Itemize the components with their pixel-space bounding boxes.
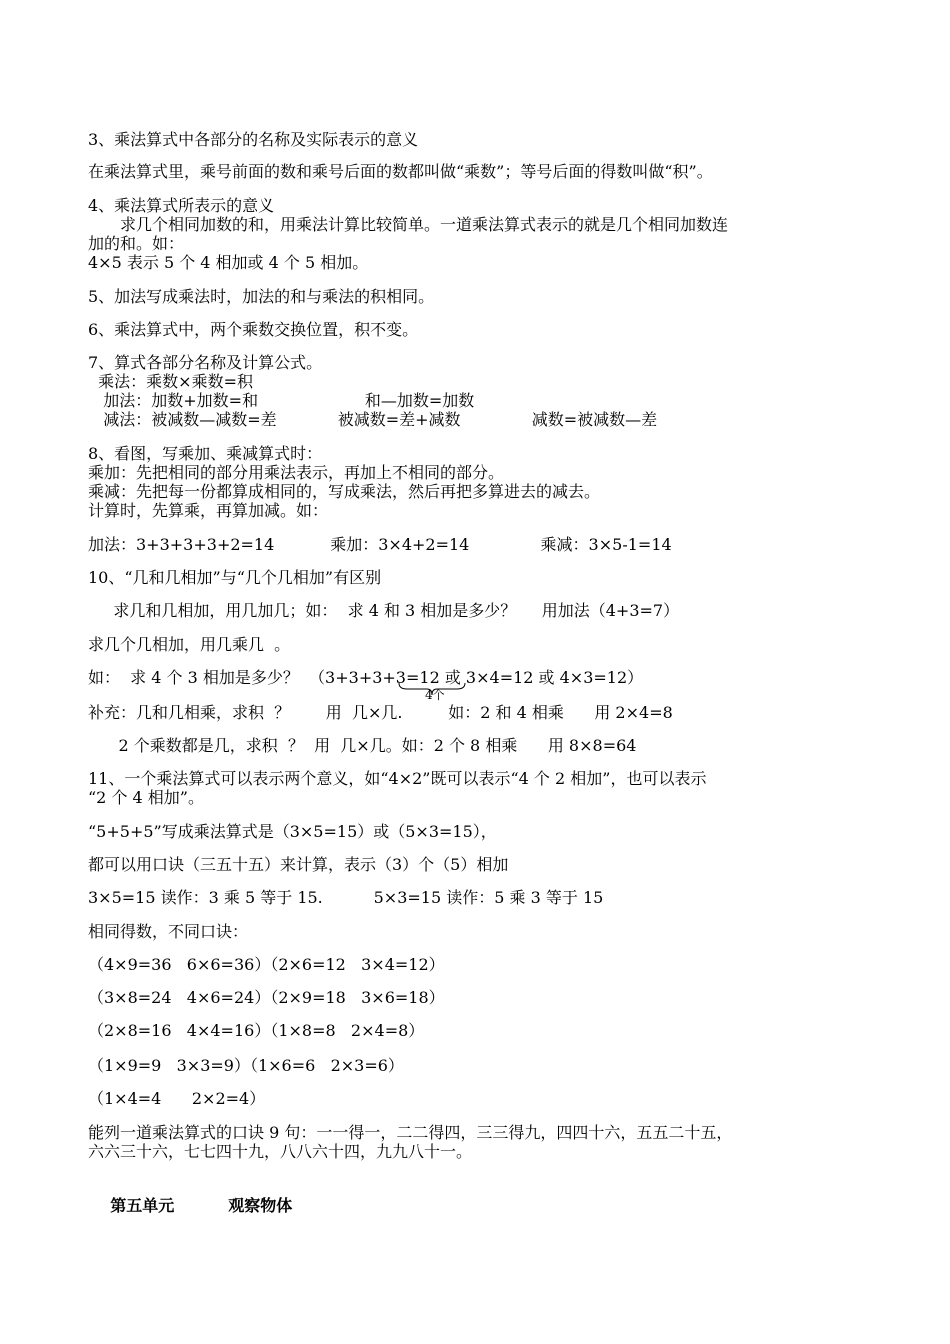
text-line: 10、“几和几相加”与“几个几相加”有区别 xyxy=(88,568,382,587)
text-line: 加法：3+3+3+3+2=14 乘加：3×4+2=14 乘减：3×5-1=14 xyxy=(88,535,672,554)
text-line: 加的和。如： xyxy=(88,234,185,253)
text-line: 求几和几相加，用几加几；如： 求 4 和 3 相加是多少？ 用加法（4+3=7） xyxy=(88,601,680,620)
brace-label: 4个 xyxy=(425,688,445,702)
text-line: 11、一个乘法算式可以表示两个意义，如“4×2”既可以表示“4 个 2 相加”，也可以表示 xyxy=(88,769,707,788)
text-line: 相同得数，不同口诀： xyxy=(88,922,249,941)
text-line: 8、看图，写乘加、乘减算式时： xyxy=(88,444,323,463)
text-line: 3×5=15 读作：3 乘 5 等于 15. 5×3=15 读作：5 乘 3 等于 15 xyxy=(88,888,604,907)
text-line: （4×9=36 6×6=36）（2×6=12 3×4=12） xyxy=(88,955,445,974)
text-line: 六六三十六，七七四十九，八八六十四，九九八十一。 xyxy=(88,1142,473,1161)
text-line: 6、乘法算式中，两个乘数交换位置，积不变。 xyxy=(88,320,419,339)
brace-annotation xyxy=(397,681,467,701)
text-line: 补充：几和几相乘，求积 ？ 用 几×几. 如：2 和 4 相乘 用 2×4=8 xyxy=(88,703,673,722)
text-line: 3、乘法算式中各部分的名称及实际表示的意义 xyxy=(88,130,419,149)
text-line: 2 个乘数都是几，求积 ？ 用 几×几。如：2 个 8 相乘 用 8×8=64 xyxy=(88,736,637,755)
text-line: 能列一道乘法算式的口诀 9 句：一一得一，二二得四，三三得九，四四十六，五五二十五， xyxy=(88,1123,733,1142)
text-line: 4、乘法算式所表示的意义 xyxy=(88,196,275,215)
text-line: 如： 求 4 个 3 相加是多少？ （3+3+3+3=12 或 3×4=12 或 4×3=12） xyxy=(88,668,644,687)
text-line: “2 个 4 相加”。 xyxy=(88,788,204,807)
unit-heading-title: 观察物体 xyxy=(228,1196,293,1215)
text-line: 7、算式各部分名称及计算公式。 xyxy=(88,353,323,372)
text-line: 乘法：乘数×乘数=积 xyxy=(88,372,253,391)
text-line: 5、加法写成乘法时，加法的和与乘法的积相同。 xyxy=(88,287,435,306)
text-line: 计算时，先算乘，再算加减。如： xyxy=(88,501,329,520)
text-line: 求几个相同加数的和，用乘法计算比较简单。一道乘法算式表示的就是几个相同加数连 xyxy=(88,215,729,234)
text-line: （2×8=16 4×4=16）（1×8=8 2×4=8） xyxy=(88,1021,425,1040)
text-line: 乘减：先把每一份都算成相同的，写成乘法，然后再把多算进去的减去。 xyxy=(88,482,601,501)
unit-heading xyxy=(88,1176,292,1236)
text-line: 求几个几相加，用几乘几 。 xyxy=(88,635,291,654)
text-line: “5+5+5”写成乘法算式是（3×5=15）或（5×3=15）， xyxy=(88,822,497,841)
text-line: （1×4=4 2×2=4） xyxy=(88,1089,266,1108)
text-line: 都可以用口诀（三五十五）来计算，表示（3）个（5）相加 xyxy=(88,855,509,874)
unit-heading-number: 第五单元 xyxy=(110,1196,175,1215)
text-line: 在乘法算式里，乘号前面的数和乘号后面的数都叫做“乘数”；等号后面的得数叫做“积”。 xyxy=(88,162,713,181)
text-line: 4×5 表示 5 个 4 相加或 4 个 5 相加。 xyxy=(88,253,369,272)
text-line: （3×8=24 4×6=24）（2×9=18 3×6=18） xyxy=(88,988,445,1007)
text-line: 加法：加数+加数=和 和—加数=加数 xyxy=(88,391,475,410)
text-line: 乘加：先把相同的部分用乘法表示，再加上不相同的部分。 xyxy=(88,463,505,482)
text-line: （1×9=9 3×3=9）（1×6=6 2×3=6） xyxy=(88,1056,404,1075)
text-line: 减法：被减数—减数=差 被减数=差+减数 减数=被减数—差 xyxy=(88,410,658,429)
